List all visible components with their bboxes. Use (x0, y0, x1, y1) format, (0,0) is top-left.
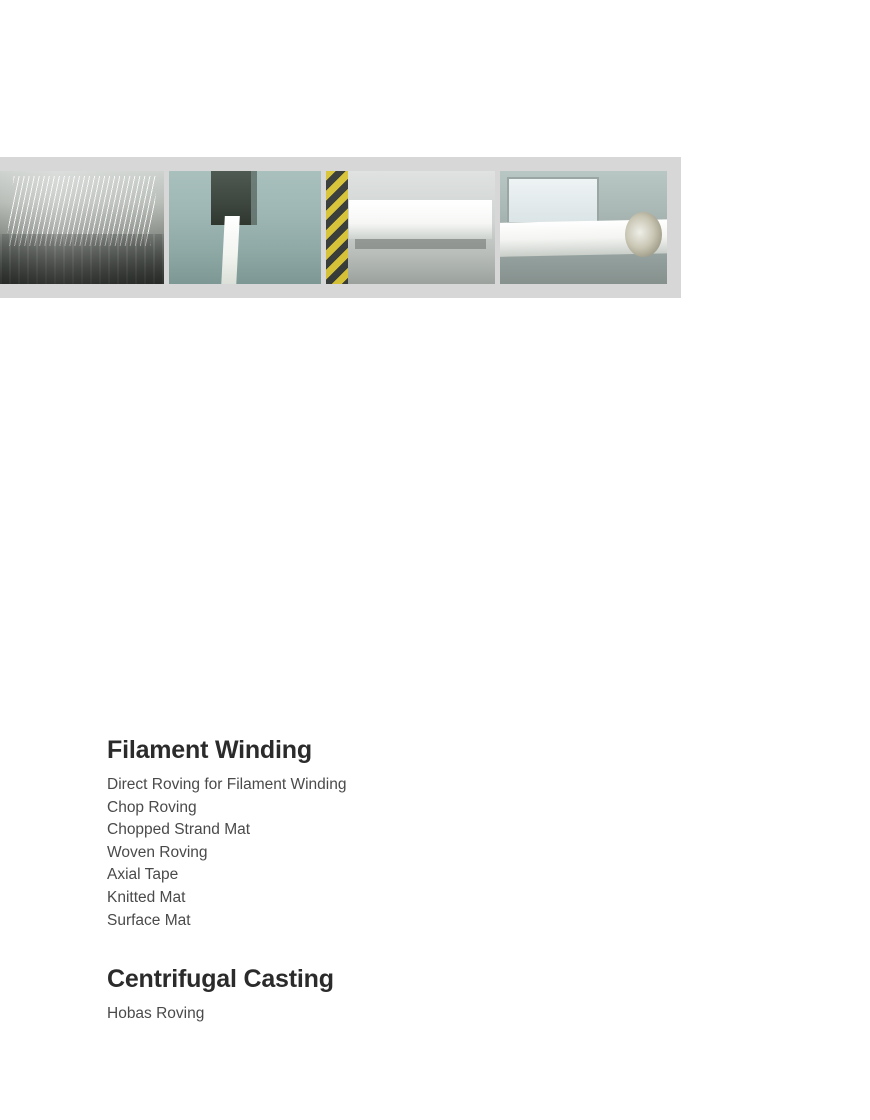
photo-filament-creel (0, 171, 164, 284)
page-title-filament-winding: Filament Winding (107, 736, 312, 764)
section-filament-winding (107, 735, 727, 932)
photo-strip-band (0, 157, 681, 298)
list-item: Axial Tape (107, 866, 179, 884)
section-centrifugal-casting (107, 964, 727, 1026)
list-item: Hobas Roving (107, 1005, 205, 1023)
list-item: Knitted Mat (107, 888, 186, 906)
list-item: Surface Mat (107, 911, 191, 929)
list-item: Chopped Strand Mat (107, 821, 251, 839)
photo-fabric-roll (500, 171, 667, 284)
photo-resin-extrusion (169, 171, 321, 284)
photo-strip (0, 171, 667, 284)
list-item: Woven Roving (107, 843, 208, 861)
list-item: Chop Roving (107, 798, 197, 816)
product-list-centrifugal-casting (107, 1003, 727, 1026)
content-area (107, 735, 727, 1026)
list-item: Direct Roving for Filament Winding (107, 776, 347, 793)
product-list-filament-winding (107, 774, 727, 932)
page-title-centrifugal-casting: Centrifugal Casting (107, 965, 334, 994)
photo-panel-press (326, 171, 496, 284)
fabric-roll-end (625, 212, 662, 257)
